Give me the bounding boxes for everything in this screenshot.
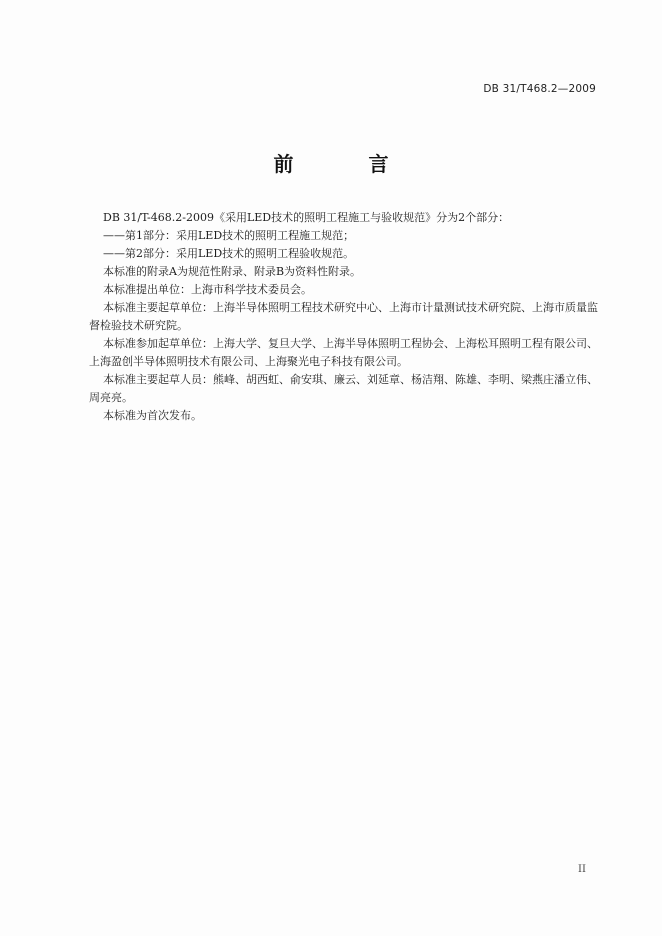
- paragraph-main-drafting-units: 本标准主要起草单位：上海半导体照明工程技术研究中心、上海市计量测试技术研究院、上海市质量监督检验技术研究院。: [89, 301, 598, 332]
- paragraph-standard-parts: DB 31/T-468.2-2009《采用LED技术的照明工程施工与验收规范》分为2个部分：: [103, 211, 510, 224]
- document-code: DB 31/T468.2—2009: [483, 83, 596, 95]
- paragraph-proposer: 本标准提出单位：上海市科学技术委员会。: [103, 283, 312, 296]
- page-number: II: [578, 864, 586, 875]
- paragraph-part-2: ——第2部分：采用LED技术的照明工程验收规范。: [103, 247, 355, 260]
- paragraph-first-release: 本标准为首次发布。: [103, 409, 202, 422]
- paragraph-part-1: ——第1部分：采用LED技术的照明工程施工规范；: [103, 229, 355, 242]
- paragraph-main-drafters: 本标准主要起草人员：熊峰、胡西虹、俞安琪、廉云、刘延章、杨洁翔、陈雄、李明、梁燕庄潘立伟、周亮亮。: [89, 373, 598, 404]
- foreword-body: [89, 209, 599, 425]
- page-title: 前 言: [273, 152, 423, 176]
- paragraph-participating-units: 本标准参加起草单位：上海大学、复旦大学、上海半导体照明工程协会、上海松耳照明工程有限公司、上海盈创半导体照明技术有限公司、上海聚光电子科技有限公司。: [89, 337, 598, 368]
- paragraph-appendix: 本标准的附录A为规范性附录、附录B为资料性附录。: [103, 265, 362, 278]
